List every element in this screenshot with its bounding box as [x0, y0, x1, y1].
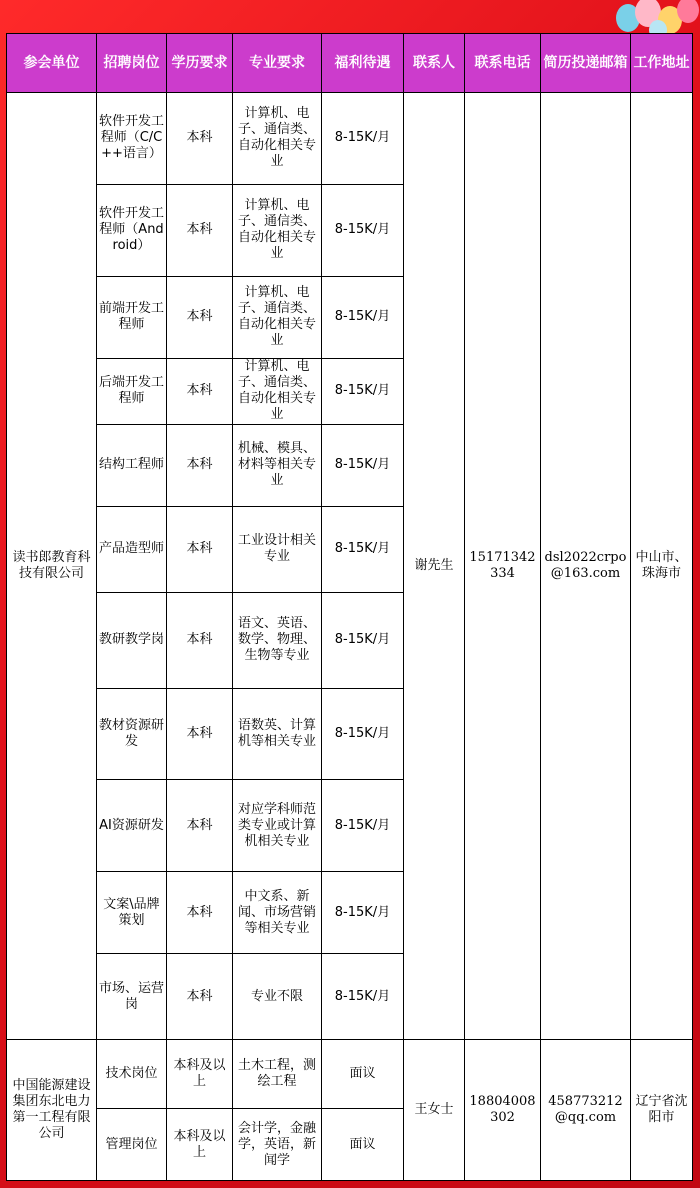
education: 本科及以上 [167, 1109, 233, 1181]
position-title: 技术岗位 [97, 1039, 167, 1108]
education: 本科 [167, 424, 233, 506]
education: 本科 [167, 688, 233, 780]
salary: 8-15K/月 [322, 184, 404, 276]
salary: 8-15K/月 [322, 506, 404, 592]
education: 本科 [167, 93, 233, 185]
header-contact: 联系人 [404, 34, 465, 93]
salary: 面议 [322, 1039, 404, 1108]
major: 计算机、电子、通信类、自动化相关专业 [233, 276, 322, 358]
contact-email: 458773212@qq.com [541, 1039, 631, 1180]
major: 工业设计相关专业 [233, 506, 322, 592]
major: 语文、英语、数学、物理、生物等专业 [233, 592, 322, 688]
major: 会计学，金融学，英语，新闻学 [233, 1109, 322, 1181]
table-row [7, 1039, 693, 1108]
position-title: 软件开发工程师（C/C++语言） [97, 93, 167, 185]
position-title: 市场、运营岗 [97, 954, 167, 1040]
education: 本科 [167, 872, 233, 954]
education: 本科 [167, 780, 233, 872]
header-email: 简历投递邮箱 [541, 34, 631, 93]
education: 本科 [167, 592, 233, 688]
header-row [7, 34, 693, 93]
salary: 8-15K/月 [322, 954, 404, 1040]
header-phone: 联系电话 [465, 34, 541, 93]
education: 本科 [167, 358, 233, 424]
education: 本科 [167, 184, 233, 276]
major: 土木工程，测绘工程 [233, 1039, 322, 1108]
position-title: 软件开发工程师（Android） [97, 184, 167, 276]
contact-phone: 15171342334 [465, 93, 541, 1040]
work-address: 中山市、珠海市 [631, 93, 693, 1040]
contact-phone: 18804008302 [465, 1039, 541, 1180]
header-salary: 福利待遇 [322, 34, 404, 93]
position-title: 管理岗位 [97, 1109, 167, 1181]
company-name: 读书郎教育科技有限公司 [7, 93, 97, 1040]
contact-person: 王女士 [404, 1039, 465, 1180]
position-title: 结构工程师 [97, 424, 167, 506]
education: 本科及以上 [167, 1039, 233, 1108]
major: 对应学科师范类专业或计算机相关专业 [233, 780, 322, 872]
contact-person: 谢先生 [404, 93, 465, 1040]
header-major: 专业要求 [233, 34, 322, 93]
header-position: 招聘岗位 [97, 34, 167, 93]
recruitment-table [6, 33, 693, 1181]
major: 专业不限 [233, 954, 322, 1040]
salary: 8-15K/月 [322, 592, 404, 688]
salary: 8-15K/月 [322, 688, 404, 780]
education: 本科 [167, 954, 233, 1040]
salary: 8-15K/月 [322, 93, 404, 185]
position-title: 教研教学岗 [97, 592, 167, 688]
position-title: 前端开发工程师 [97, 276, 167, 358]
position-title: 后端开发工程师 [97, 358, 167, 424]
contact-email: dsl2022crpo@163.com [541, 93, 631, 1040]
position-title: 产品造型师 [97, 506, 167, 592]
salary: 面议 [322, 1109, 404, 1181]
position-title: 教材资源研发 [97, 688, 167, 780]
major: 语数英、计算机等相关专业 [233, 688, 322, 780]
header-address: 工作地址 [631, 34, 693, 93]
major: 机械、模具、材料等相关专业 [233, 424, 322, 506]
major: 中文系、新闻、市场营销等相关专业 [233, 872, 322, 954]
major: 计算机、电子、通信类、自动化相关专业 [233, 358, 322, 424]
major: 计算机、电子、通信类、自动化相关专业 [233, 93, 322, 185]
salary: 8-15K/月 [322, 358, 404, 424]
position-title: AI资源研发 [97, 780, 167, 872]
education: 本科 [167, 506, 233, 592]
salary: 8-15K/月 [322, 276, 404, 358]
table-row [7, 93, 693, 185]
header-education: 学历要求 [167, 34, 233, 93]
salary: 8-15K/月 [322, 424, 404, 506]
position-title: 文案\品牌策划 [97, 872, 167, 954]
work-address: 辽宁省沈阳市 [631, 1039, 693, 1180]
header-company: 参会单位 [7, 34, 97, 93]
company-name: 中国能源建设集团东北电力第一工程有限公司 [7, 1039, 97, 1180]
education: 本科 [167, 276, 233, 358]
major: 计算机、电子、通信类、自动化相关专业 [233, 184, 322, 276]
salary: 8-15K/月 [322, 780, 404, 872]
salary: 8-15K/月 [322, 872, 404, 954]
